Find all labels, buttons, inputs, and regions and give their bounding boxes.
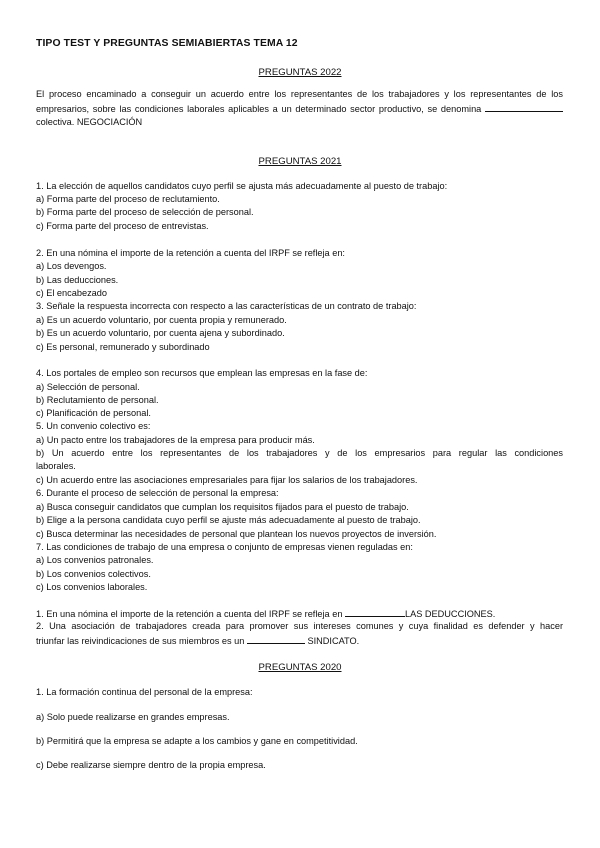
option-c: c) Es personal, remunerado y subordinado	[36, 342, 210, 352]
paragraph-2022-answer: colectiva. NEGOCIACIÓN	[36, 117, 143, 128]
option-b-continued: laborales.	[36, 461, 76, 471]
option-b: b) Es un acuerdo voluntario, por cuenta ajena y subordinado.	[36, 328, 285, 338]
option-a: a) Los devengos.	[36, 261, 107, 271]
option-b: b) Un acuerdo entre los representantes de los trabajadores y de los empresarios para regular las condiciones	[36, 448, 563, 458]
question-2: 2. En una nómina el importe de la retención a cuenta del IRPF se refleja en:	[36, 248, 345, 258]
option-b: b) Las deducciones.	[36, 275, 119, 285]
open-question-1-answer: LAS DEDUCCIONES.	[404, 609, 496, 619]
option-c: c) Planificación de personal.	[36, 408, 151, 418]
option-c: c) Forma parte del proceso de entrevistas.	[36, 221, 209, 231]
section-heading-2021: PREGUNTAS 2021	[258, 156, 342, 167]
question-3: 3. Señale la respuesta incorrecta con respecto a las características de un contrato de trabajo:	[36, 301, 417, 311]
section-heading-2022: PREGUNTAS 2022	[258, 67, 342, 78]
question-7: 7. Las condiciones de trabajo de una empresa o conjunto de empresas vienen reguladas en:	[36, 542, 413, 552]
option-c: c) Los convenios laborales.	[36, 582, 148, 592]
open-question-2-text: triunfar las reivindicaciones de sus miembros es un	[36, 636, 247, 646]
option-c: c) Debe realizarse siempre dentro de la propia empresa.	[36, 760, 266, 770]
answer-blank	[247, 634, 305, 644]
question-5: 5. Un convenio colectivo es:	[36, 421, 151, 431]
option-a: a) Forma parte del proceso de reclutamiento.	[36, 194, 220, 204]
option-b: b) Forma parte del proceso de selección de personal.	[36, 207, 254, 217]
open-question-1-text: 1. En una nómina el importe de la retención a cuenta del IRPF se refleja en	[36, 609, 345, 619]
open-question-2: 2. Una asociación de trabajadores creada para promover sus intereses comunes y cuya finalidad es defender y hacer	[36, 621, 563, 631]
section-heading-2020: PREGUNTAS 2020	[258, 662, 342, 673]
question-6: 6. Durante el proceso de selección de personal la empresa:	[36, 488, 279, 498]
question-1: 1. La elección de aquellos candidatos cuyo perfil se ajusta más adecuadamente al puesto de trabajo:	[36, 181, 448, 191]
option-a: a) Es un acuerdo voluntario, por cuenta propia y remunerado.	[36, 315, 287, 325]
answer-blank	[485, 102, 563, 112]
option-b: b) Permitirá que la empresa se adapte a los cambios y gane en competitividad.	[36, 736, 358, 746]
option-c: c) El encabezado	[36, 288, 107, 298]
question-4: 4. Los portales de empleo son recursos que emplean las empresas en la fase de:	[36, 368, 368, 378]
option-c: c) Un acuerdo entre las asociaciones empresariales para fijar los salarios de los trabajadores.	[36, 475, 418, 485]
option-a: a) Los convenios patronales.	[36, 555, 154, 565]
question-1-2020: 1. La formación continua del personal de la empresa:	[36, 687, 253, 697]
paragraph-2022-text: El proceso encaminado a conseguir un acuerdo entre los representantes de los trabajadores y los representantes de los empresarios, sobre las condiciones laborales aplicables a un determinado sector productivo, se denomina	[36, 89, 563, 114]
option-b: b) Reclutamiento de personal.	[36, 395, 159, 405]
option-b: b) Los convenios colectivos.	[36, 569, 151, 579]
open-question-2-answer: SINDICATO.	[304, 636, 360, 646]
paragraph-2022	[36, 88, 563, 130]
answer-blank	[345, 607, 405, 617]
option-a: a) Solo puede realizarse en grandes empresas.	[36, 712, 230, 722]
option-a: a) Un pacto entre los trabajadores de la empresa para producir más.	[36, 435, 315, 445]
option-c: c) Busca determinar las necesidades de personal que plantean los nuevos proyectos de inversión.	[36, 529, 437, 539]
open-question-2-continued	[36, 634, 563, 649]
document-title: TIPO TEST Y PREGUNTAS SEMIABIERTAS TEMA 12	[36, 38, 298, 49]
option-a: a) Selección de personal.	[36, 382, 140, 392]
option-a: a) Busca conseguir candidatos que cumplan los requisitos fijados para el puesto de trabajo.	[36, 502, 409, 512]
option-b: b) Elige a la persona candidata cuyo perfil se ajuste más adecuadamente al puesto de trabajo.	[36, 515, 421, 525]
